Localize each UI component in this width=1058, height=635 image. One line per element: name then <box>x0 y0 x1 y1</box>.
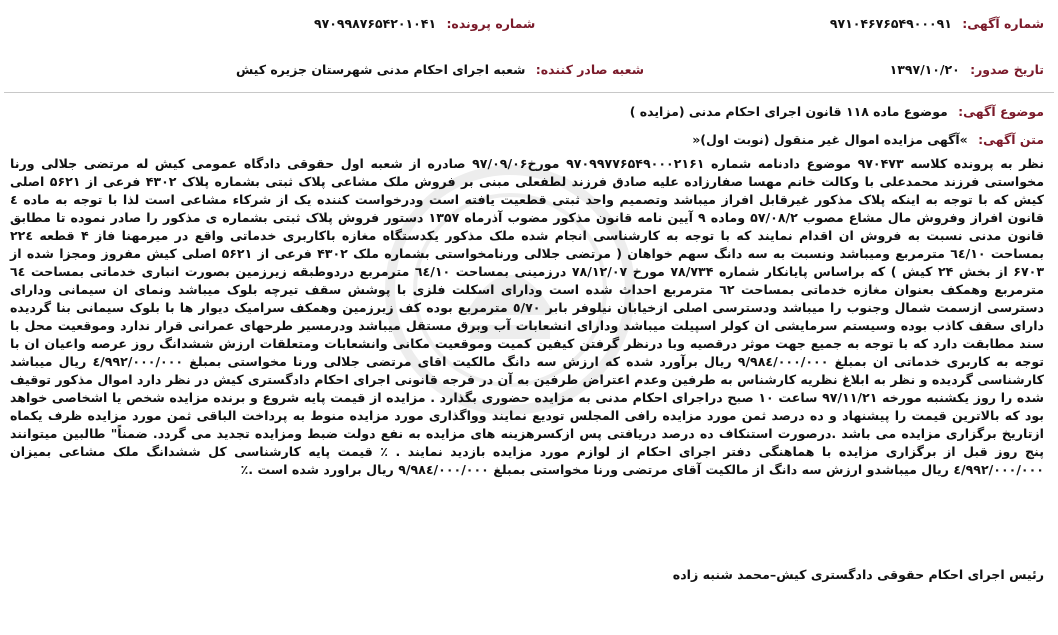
header-row-2 <box>14 62 1044 77</box>
issue-date-label: تاریخ صدور: <box>970 62 1044 77</box>
case-number: ۹۷۰۹۹۸۷۶۵۴۲۰۱۰۴۱ <box>314 16 437 31</box>
issuer-label: شعبه صادر کننده: <box>535 62 644 77</box>
issue-date: ۱۳۹۷/۱۰/۲۰ <box>889 62 960 77</box>
text-heading-label: متن آگهی: <box>978 132 1044 147</box>
header-row-1 <box>14 16 1044 31</box>
notice-number-label: شماره آگهی: <box>962 16 1044 31</box>
notice-body: نظر به پرونده کلاسه ۹۷۰۴۷۳ موضوع دادنامه شماره ۹۷۰۹۹۷۷۶۵۴۹۰۰۰۲۱۶۱ مورخ۹۷/۰۹/۰۶ صادره از شعبه اول حقوقی دادگاه عمومی کیش له مرتضی جلالی ورنا مخواستی فرزند محمدعلی با وکالت خانم مهسا صفارزاده علیه صادق فرزند لطفعلی مبنی بر فروش ملک مشاعی پلاک ثبتی بشماره پلاک ۴۳۰۲ فرعی از ۵۶۲۱ اصلی کیش که با توجه به اینکه پلاک مذکور غیرقابل افراز میباشد وتصمیم واحد ثبتی قطعیت یافته است ودرخواست کننده یک از شرکاء مشاعی است لذا با توجه به ماده ٤ قانون افراز وفروش مال مشاع مصوب ۵۷/۰۸/۲ وماده ۹ آیین نامه قانون مذکور مضوب آذرماه ۱۳۵۷ دستور فروش پلاک ثبتی بشماره ی مذکور را صادر نموده تا مطابق قانون مدنی نسبت به فروش ان اقدام نمایند که با توجه به کارشناسی انجام شده ملک مذکور یکدستگاه مغازه باکاربری خدماتی واقع در میرمهنا فاز ۴ قطعه ۲۲٤ بمساحت ٦٤/١٠ مترمربع ومیباشد ونسبت به سه دانگ سهم خواهان ( مرتضی جلالی ورنامخواستی بشماره ملک ۴۳۰۲ فرعی از ۵۶۲۱ اصلی کیش مفروز ومجزا شده از ۶۷۰۳ از بخش ۲۴ کیش ) که براساس پایانکار شماره ۷۸/۷۳۴ مورخ ۷۸/۱۲/۰۷ درزمینی بمساحت ٦٤/١٠ مترمربع دردوطبقه زیرزمین بصورت انباری خدماتی بمساحت ٦٤ مترمربع وهمکف بعنوان مغازه خدماتی بمساحت ٦٢ مترمربع احداث شده است ودارای اسکلت فلزی با پوشش سقف تیرچه بلوک میباشد ونمای ان سیمانی ودارای دسترسی ازسمت شمال وجنوب را میباشد ودسترسی اصلی ازخیابان نیلوفر بابر ٥/٧٠ مترمربع بوده کف زیرزمین وهمکف سرامیک دیوار ها با بلوک سیمانی بنا گردیده دارای سقف کاذب بوده وسیستم سرمایشی ان کولر اسپیلت میباشد ودارای انشعابات آب وبرق مستقل میباشد ودرمسیر طرحهای عمرانی قرار ندارد وموقعیت محل با سند مطابقت دارد که با توجه به جمیع جهت موثر درقصیه وبا درنظر گرفتن کیفین کمیت وموقعیت مکانی وانشعابات ومتعلقات ارزش ششدانگ روز عرصه واعیان ان با توجه به کاربری خدماتی ان بمبلغ ٩/٩٨٤/٠٠٠/٠٠٠ ریال برآورد شده که ارزش سه دانگ مالکیت اقای مرتضی جلالی ورنا مخواستی بمبلغ ٤/٩٩٢/٠٠٠/٠٠٠ ریال میباشد کارشناسی گردیده و نظر به ابلاغ نظریه کارشناس به طرفین وعدم اعتراض طرفین به آن در فرجه قانونی اجرای احکام دادگستری کیش در نظر دارد اموال مذکور توقیف شده را روز یکشنبه مورخه ۹۷/۱۱/۲۱ ساعت ۱۰ صبح دراجرای احکام مدنی به مزایده حضوری بگذارد . مزایده از قیمت پایه شروع و برنده مزایده شخص یا اشخاصی خواهد بود که بالاترین قیمت را پیشنهاد و ده درصد ثمن مورد مزایده رافی المجلس تودیع نمایند وواگذاری مورد مزایده منوط به پرداخت الباقی ثمن مورد مزایده ظرف یکماه ازتاریخ برگزاری مزایده می باشد .درصورت استنکاف ده درصد دریافتی پس ازکسرهزینه های مزایده به نفع دولت ضبط ومزایده تجدید می گردد. ضمناً" طالبین میتوانند پنج روز قبل از برگزاری مزایده با هماهنگی دفتر اجرای احکام از لوازم مورد مزایده بازدید نمایند . ٪ قیمت پایه کارشناسی کل ششدانگ ملک مشاعی بمیزان ٤/٩٩٢/٠٠٠/٠٠٠ ریال میباشدو ارزش سه دانگ از مالکیت آقای مرتضی ورنا مخواستی بمبلغ ٩/٩٨٤/٠٠٠/٠٠٠ ریال براورد شده است .٪ <box>10 156 1045 477</box>
text-heading-value: »آگهی مزایده اموال غیر منقول (نوبت اول)« <box>692 132 968 147</box>
notice-number: ۹۷۱۰۴۶۷۶۵۴۹۰۰۰۹۱ <box>829 16 952 31</box>
case-number-label: شماره پرونده: <box>446 16 536 31</box>
header-divider <box>4 92 1054 93</box>
subject-value: موضوع ماده ۱۱۸ قانون اجرای احکام مدنی (مزایده ) <box>629 104 948 119</box>
issuer: شعبه اجرای احکام مدنی شهرستان جزیره کیش <box>236 62 526 77</box>
subject-label: موضوع آگهی: <box>958 104 1044 119</box>
signature-line: رئیس اجرای احکام حقوقی دادگستری کیش–محمد شنبه زاده <box>672 567 1044 582</box>
subject-line <box>630 104 1044 119</box>
text-heading-line <box>692 132 1044 147</box>
